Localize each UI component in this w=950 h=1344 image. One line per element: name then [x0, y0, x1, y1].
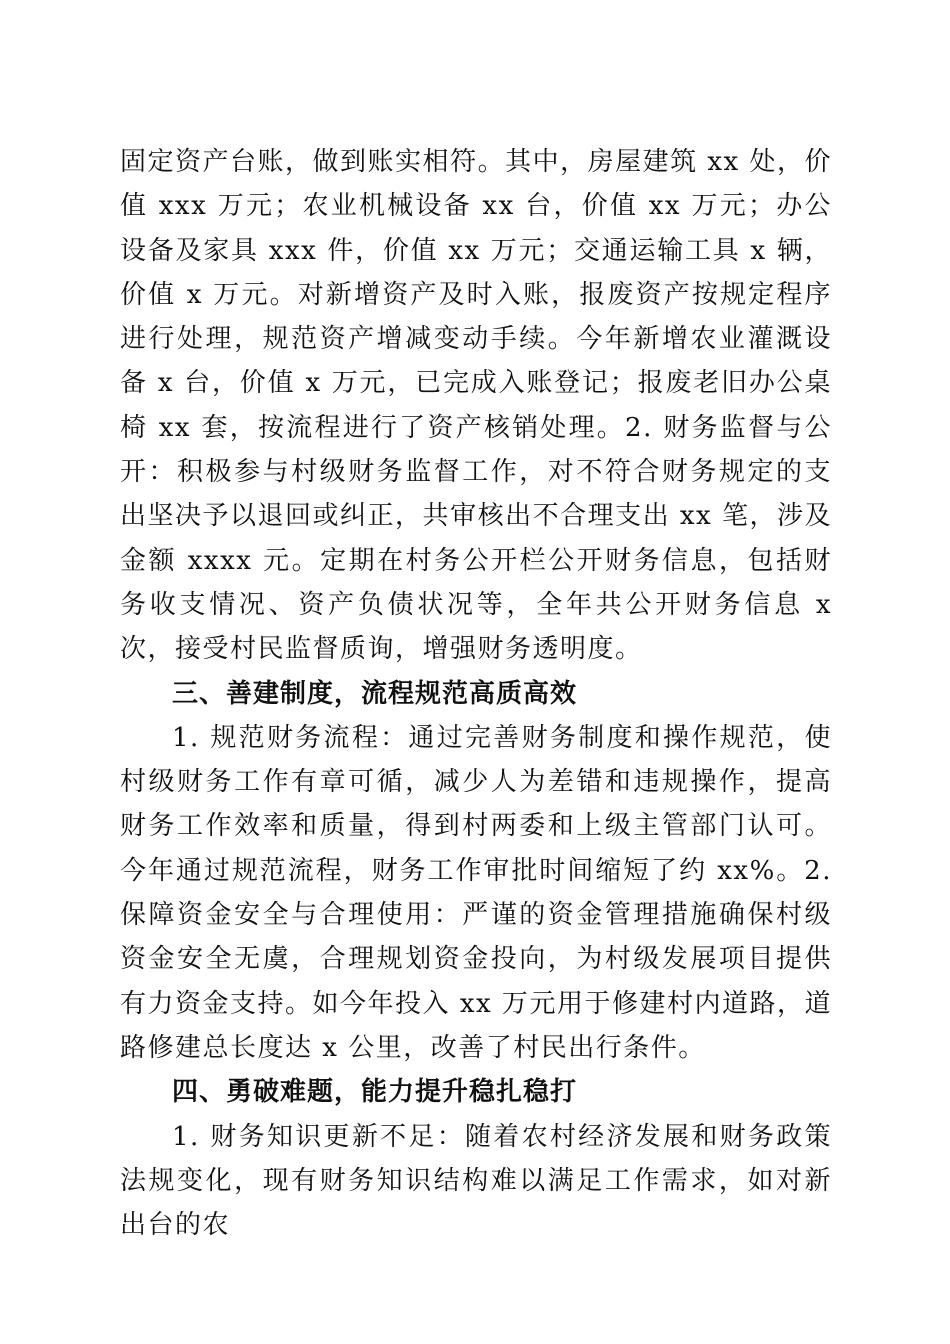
section-heading-3: 三、善建制度，流程规范高质高效: [172, 678, 578, 709]
section-heading-4: 四、勇破难题，能力提升稳扎稳打: [172, 1077, 578, 1108]
body-paragraph-challenges: 1. 财务知识更新不足：随着农村经济发展和财务政策法规变化，现有财务知识结构难以满足工作需求，如对新出台的农: [120, 1121, 832, 1241]
document-body: [120, 140, 832, 1247]
body-paragraph-procedures: 1. 规范财务流程：通过完善财务制度和操作规范，使村级财务工作有章可循，减少人为差错和违规操作，提高财务工作效率和质量，得到村两委和上级主管部门认可。今年通过规范流程，财务工作审批时间缩短了约 xx%。2. 保障资金安全与合理使用：严谨的资金管理措施确保村级资金安全无虞，合理规划资金投向，为村级发展项目提供有力资金支持。如今年投入 xx 万元用于修建村内道路，道路修建总长度达 x 公里，改善了村民出行条件。: [120, 722, 832, 1063]
body-paragraph-continuation: 固定资产台账，做到账实相符。其中，房屋建筑 xx 处，价值 xxx 万元；农业机械设备 xx 台，价值 xx 万元；办公设备及家具 xxx 件，价值 xx 万元；交通运输工具 x 辆，价值 x 万元。对新增资产及时入账，报废资产按规定程序进行处理，规范资产增减变动手续。今年新增农业灌溉设备 x 台，价值 x 万元，已完成入账登记；报废老旧办公桌椅 xx 套，按流程进行了资产核销处理。2. 财务监督与公开：积极参与村级财务监督工作，对不符合财务规定的支出坚决予以退回或纠正，共审核出不合理支出 xx 笔，涉及金额 xxxx 元。定期在村务公开栏公开财务信息，包括财务收支情况、资产负债状况等，全年共公开财务信息 x 次，接受村民监督质询，增强财务透明度。: [120, 147, 832, 665]
